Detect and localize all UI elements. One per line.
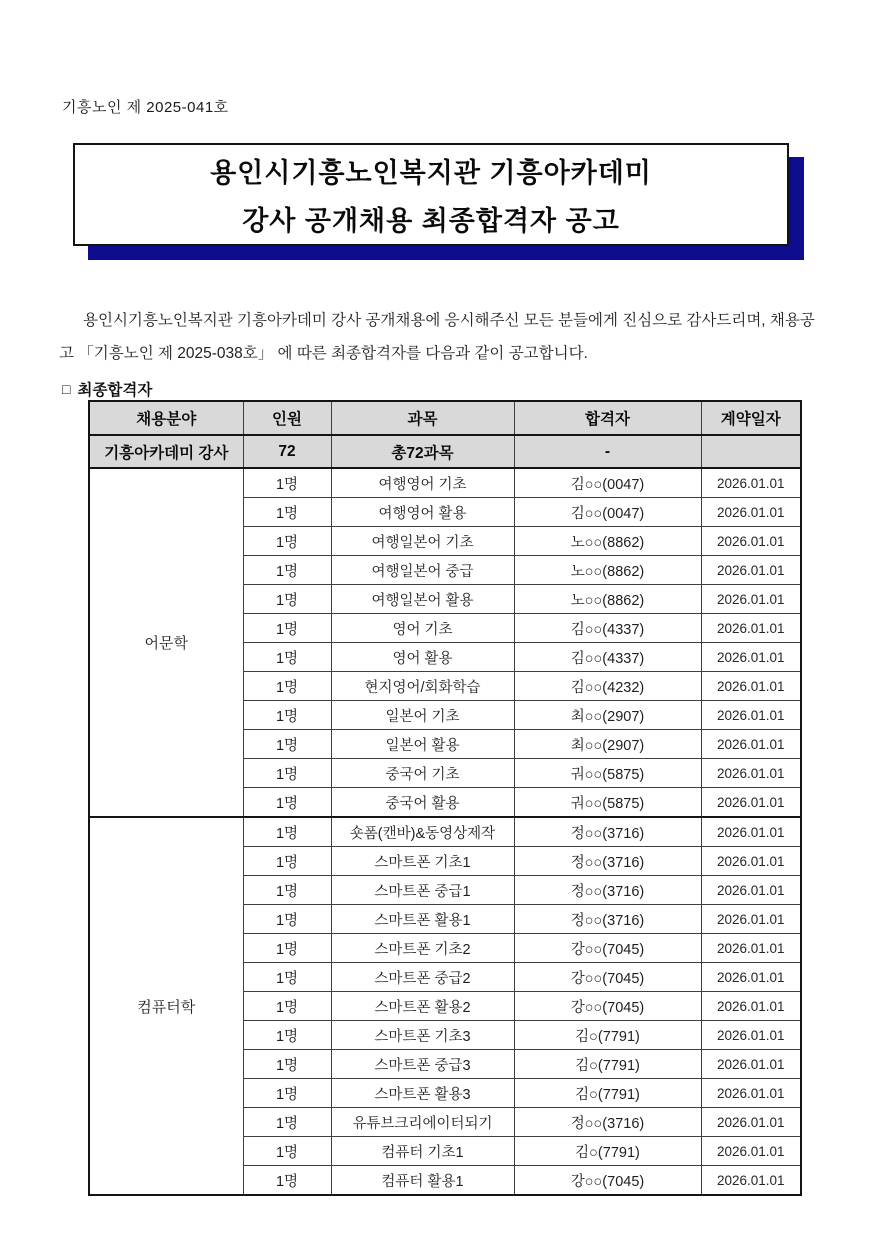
winner-cell: 김○○(4337)	[514, 614, 701, 643]
date-cell: 2026.01.01	[701, 1021, 801, 1050]
subject-cell: 컴퓨터 기초1	[331, 1137, 514, 1166]
winner-cell: 강○○(7045)	[514, 934, 701, 963]
winner-cell: 김○○(4337)	[514, 643, 701, 672]
intro-paragraph: 용인시기흥노인복지관 기흥아카데미 강사 공개채용에 응시해주신 모든 분들에게 진심으로 감사드리며, 채용공고 「기흥노인 제 2025-038호」 에 따른 최종합격자를 다음과 같이 공고합니다.	[59, 311, 815, 362]
count-cell: 1명	[243, 556, 331, 585]
count-cell: 1명	[243, 788, 331, 818]
title-line-1: 용인시기흥노인복지관 기흥아카데미	[210, 158, 652, 188]
summary-count-cell: 72	[243, 435, 331, 468]
winner-cell: 김○(7791)	[514, 1079, 701, 1108]
square-bullet-icon: □	[62, 381, 71, 397]
subject-cell: 숏폼(캔바)&동영상제작	[331, 817, 514, 847]
winner-cell: 김○(7791)	[514, 1021, 701, 1050]
subject-cell: 일본어 활용	[331, 730, 514, 759]
summary-date-cell	[701, 435, 801, 468]
subject-cell: 스마트폰 기초2	[331, 934, 514, 963]
count-cell: 1명	[243, 1021, 331, 1050]
subject-cell: 스마트폰 중급1	[331, 876, 514, 905]
date-cell: 2026.01.01	[701, 585, 801, 614]
date-cell: 2026.01.01	[701, 905, 801, 934]
date-cell: 2026.01.01	[701, 1050, 801, 1079]
subject-cell: 일본어 기초	[331, 701, 514, 730]
subject-cell: 컴퓨터 활용1	[331, 1166, 514, 1196]
count-cell: 1명	[243, 730, 331, 759]
subject-cell: 중국어 기초	[331, 759, 514, 788]
count-cell: 1명	[243, 817, 331, 847]
subject-cell: 영어 활용	[331, 643, 514, 672]
section-heading	[62, 378, 152, 400]
date-cell: 2026.01.01	[701, 1137, 801, 1166]
subject-cell: 여행일본어 중급	[331, 556, 514, 585]
date-cell: 2026.01.01	[701, 468, 801, 498]
count-cell: 1명	[243, 992, 331, 1021]
winner-cell: 노○○(8862)	[514, 527, 701, 556]
date-cell: 2026.01.01	[701, 614, 801, 643]
count-cell: 1명	[243, 701, 331, 730]
winner-cell: 정○○(3716)	[514, 847, 701, 876]
subject-cell: 영어 기초	[331, 614, 514, 643]
winner-cell: 최○○(2907)	[514, 701, 701, 730]
subject-cell: 스마트폰 중급2	[331, 963, 514, 992]
date-cell: 2026.01.01	[701, 556, 801, 585]
summary-field-cell: 기흥아카데미 강사	[89, 435, 243, 468]
table-header-row	[89, 401, 801, 435]
subject-cell: 스마트폰 기초1	[331, 847, 514, 876]
count-cell: 1명	[243, 1050, 331, 1079]
subject-cell: 중국어 활용	[331, 788, 514, 818]
date-cell: 2026.01.01	[701, 1166, 801, 1196]
count-cell: 1명	[243, 498, 331, 527]
count-cell: 1명	[243, 643, 331, 672]
section-title: 최종합격자	[77, 382, 153, 399]
count-cell: 1명	[243, 934, 331, 963]
count-cell: 1명	[243, 672, 331, 701]
subject-cell: 스마트폰 기초3	[331, 1021, 514, 1050]
winner-cell: 김○○(0047)	[514, 468, 701, 498]
winner-cell: 김○○(0047)	[514, 498, 701, 527]
winner-cell: 노○○(8862)	[514, 556, 701, 585]
subject-cell: 여행일본어 기초	[331, 527, 514, 556]
winner-cell: 최○○(2907)	[514, 730, 701, 759]
header-date: 계약일자	[701, 401, 801, 435]
table-row	[89, 817, 801, 847]
date-cell: 2026.01.01	[701, 876, 801, 905]
title-line-2: 강사 공개채용 최종합격자 공고	[242, 206, 620, 236]
count-cell: 1명	[243, 468, 331, 498]
count-cell: 1명	[243, 847, 331, 876]
header-winner: 합격자	[514, 401, 701, 435]
winner-cell: 김○(7791)	[514, 1137, 701, 1166]
date-cell: 2026.01.01	[701, 759, 801, 788]
date-cell: 2026.01.01	[701, 788, 801, 818]
date-cell: 2026.01.01	[701, 963, 801, 992]
subject-cell: 스마트폰 중급3	[331, 1050, 514, 1079]
subject-cell: 스마트폰 활용3	[331, 1079, 514, 1108]
title-box	[73, 143, 789, 246]
header-count: 인원	[243, 401, 331, 435]
winner-cell: 노○○(8862)	[514, 585, 701, 614]
header-subject: 과목	[331, 401, 514, 435]
date-cell: 2026.01.01	[701, 992, 801, 1021]
date-cell: 2026.01.01	[701, 847, 801, 876]
count-cell: 1명	[243, 963, 331, 992]
date-cell: 2026.01.01	[701, 527, 801, 556]
subject-cell: 여행일본어 활용	[331, 585, 514, 614]
winner-cell: 김○○(4232)	[514, 672, 701, 701]
date-cell: 2026.01.01	[701, 701, 801, 730]
count-cell: 1명	[243, 527, 331, 556]
summary-subject-cell: 총72과목	[331, 435, 514, 468]
table-row	[89, 468, 801, 498]
count-cell: 1명	[243, 1166, 331, 1196]
date-cell: 2026.01.01	[701, 817, 801, 847]
winner-cell: 정○○(3716)	[514, 876, 701, 905]
count-cell: 1명	[243, 1137, 331, 1166]
final-pass-table	[88, 400, 802, 1196]
count-cell: 1명	[243, 905, 331, 934]
subject-cell: 유튜브크리에이터되기	[331, 1108, 514, 1137]
count-cell: 1명	[243, 759, 331, 788]
date-cell: 2026.01.01	[701, 672, 801, 701]
subject-cell: 여행영어 활용	[331, 498, 514, 527]
winner-cell: 궈○○(5875)	[514, 788, 701, 818]
winner-cell: 정○○(3716)	[514, 1108, 701, 1137]
header-field: 채용분야	[89, 401, 243, 435]
subject-cell: 현지영어/회화학습	[331, 672, 514, 701]
summary-row	[89, 435, 801, 468]
date-cell: 2026.01.01	[701, 498, 801, 527]
winner-cell: 김○(7791)	[514, 1050, 701, 1079]
winner-cell: 강○○(7045)	[514, 1166, 701, 1196]
winner-cell: 궈○○(5875)	[514, 759, 701, 788]
date-cell: 2026.01.01	[701, 730, 801, 759]
count-cell: 1명	[243, 614, 331, 643]
group-cell-computer: 컴퓨터학	[89, 817, 243, 1195]
date-cell: 2026.01.01	[701, 934, 801, 963]
winner-cell: 정○○(3716)	[514, 817, 701, 847]
date-cell: 2026.01.01	[701, 643, 801, 672]
winner-cell: 정○○(3716)	[514, 905, 701, 934]
subject-cell: 스마트폰 활용1	[331, 905, 514, 934]
winner-cell: 강○○(7045)	[514, 992, 701, 1021]
count-cell: 1명	[243, 876, 331, 905]
winner-cell: 강○○(7045)	[514, 963, 701, 992]
group-cell-language: 어문학	[89, 468, 243, 817]
document-number: 기흥노인 제 2025-041호	[62, 99, 229, 116]
subject-cell: 스마트폰 활용2	[331, 992, 514, 1021]
date-cell: 2026.01.01	[701, 1108, 801, 1137]
count-cell: 1명	[243, 1079, 331, 1108]
count-cell: 1명	[243, 585, 331, 614]
subject-cell: 여행영어 기초	[331, 468, 514, 498]
summary-winner-cell: -	[514, 435, 701, 468]
count-cell: 1명	[243, 1108, 331, 1137]
date-cell: 2026.01.01	[701, 1079, 801, 1108]
